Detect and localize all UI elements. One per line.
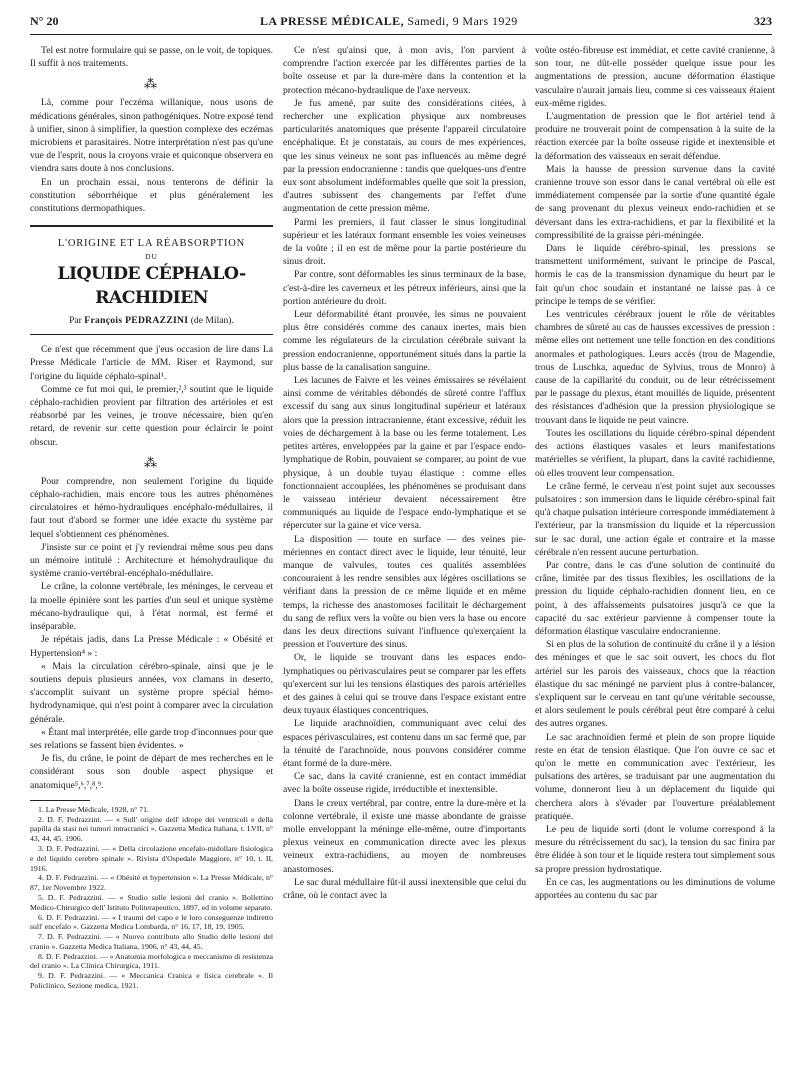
paragraph: « Mais la circulation cérébro-spinale, ainsi que je le soutiens depuis plusieurs années, vox clamans in deserto, s'accomplit suivant un système propre spécial hémo-hydrodynamique, qui n'est point à comparer avec la circulation générale. — [30, 660, 273, 725]
paragraph: Je fis, du crâne, le point de départ de mes recherches en le considérant sous son double aspect physique et anatomique⁵,⁶,⁷,⁸,⁹. — [30, 753, 273, 791]
paragraph: La disposition — toute en surface — des veines pie-mériennes en contact direct avec le liquide, leur ténuité, leur manque de valvules, toutes ces qualités assemblées concouraient à les rendre sensibles aux légères oscillations se vérifiant dans la pression de ce même liquide et en même temps, la richesse des anastomoses facilitait le déchargement du sang de reflux vers la voûte ou bien vers la base ou encore dans les deux directions suivant l'influence qu'exerçaient la pression et l'ouverture des sinus. — [283, 533, 526, 651]
paragraph: J'insiste sur ce point et j'y reviendrai même sous peu dans un mémoire intitulé : Architecture et hémohydraulique du système cranio-vertébral-encéphalo-médullaire. — [30, 541, 273, 580]
running-header — [30, 14, 772, 30]
paragraph: Par contre, sont déformables les sinus terminaux de la base, c'est-à-dire les caverneux et les pétreux inférieurs, ainsi que la portion antérieure du droit. — [283, 269, 526, 307]
article-du: DU — [145, 252, 158, 262]
journal-title — [260, 14, 518, 29]
footnote: 4. D. F. Pedrazzini. — « Obésité et hypertension ». La Presse Médicale, n° 87, 1er Novembre 1922. — [30, 873, 273, 893]
paragraph: Dans le creux vertébral, par contre, entre la dure-mère et la colonne vertébrale, il existe une masse abondante de graisse molle enveloppant la méninge elle-même, outre d'importants plexus veineux en communication directe avec les plexus veineux extra-rachidiens, au moyen de nombreuses anastomoses. — [283, 797, 526, 875]
issue-date: Samedi, 9 Mars 1929 — [407, 14, 518, 28]
paragraph: « Étant mal interprétée, elle garde trop d'inconnues pour que ses relations se fassent bien évidentes. » — [30, 726, 273, 751]
footnote: 3. D. F. Pedrazzini. — « Della circolazione encefalo-midollare fisiologica e del liquido cerebro spinale ». Rivista d'Ospedale Maggiore, n° 10, t. II, 1916. — [30, 843, 273, 873]
paragraph: L'augmentation de pression que le flot artériel tend à produire ne trouverait point de compensation à la suite de la réaction exercée par la boîte osseuse rigide et inextensible et la déformation des vaisseaux en serait défendue. — [535, 111, 775, 162]
byline-prefix: Par — [69, 315, 82, 327]
paragraph: En un prochain essai, nous tenterons de définir la constitution séborrhéique et plus généralement les constitutions dermopathiques. — [30, 176, 273, 215]
paragraph: Dans le liquide cérébro-spinal, les pressions se transmettent uniformément, suivant le principe de Pascal, hormis le cas de la transmission dynamique du heurt par le fait qu'un choc soudain et instantané ne laisse pas à ce principe le temps de se vérifier. — [535, 243, 775, 307]
paragraph: voûte ostéo-fibreuse est immédiat, et cette cavité cranienne, à son tour, ne dût-elle posséder quelque issue pour les augmentations de pression, aucune déformation élastique vasculaire n'aurait jamais lieu, comme si ces vaisseaux étaient eux-même rigides. — [535, 45, 775, 109]
footnote: 1. La Presse Médicale, 1928, n° 71. — [38, 804, 149, 814]
footnote-rule — [30, 800, 90, 801]
footnote: 7. D. F. Pedrazzini. — « Nuovo contributo allo Studio delle lesioni del cranio ». Gazzetta Medica Italiana, 1906, n° 43, 44, 45. — [30, 932, 273, 951]
paragraph: En ce cas, les augmentations ou les diminutions de volume apportées au contenu du sac par — [535, 876, 775, 901]
paragraph: Le crâne fermé, le cerveau n'est point sujet aux secousses pulsatoires : son immersion dans le liquide cérébro-spinal fait qu'à chaque pulsation intérieure corresponde immédiatement à l'extérieur, par la transmission du liquide et la répercussion sur le sac dural, une action égale et contraire et la masse cérébrale n'en ressent aucune perturbation. — [535, 480, 775, 558]
article-title: LIQUIDE CÉPHALO-RACHIDIEN — [57, 264, 246, 309]
page-number: 323 — [754, 14, 772, 28]
footnote: 6. D. F. Pedrazzini. — « I traumi del capo e le loro conseguenze indiretto sull' encefalo ». Gazzetta Medica Lombarda, n° 16, 17, 18, 19, 1905. — [30, 912, 273, 932]
article-title-block — [30, 225, 273, 335]
paragraph: Les lacunes de Faivre et les veines émissaires se révélaient ainsi comme de véritables débondés de sûreté contre l'afflux excessif du sang aux sinus longitudinal supérieur et latéraux alors que la pression intracranienne, étant excessive, réduit les voies de déchargement à la base ou les ferme totalement. Les petites artères, enveloppées par la gaine et par l'espace endo-lymphatique de Robin, pouvaient se comparer, au point de vue physique, à un double tuyau élastique : comme elles fonctionnaient accouplées, les phénomènes se produisant dans le vaisseau intérieur devaient nécessairement être communiqués au liquide de l'espace endo-lymphatique et se répercuter sur la gaine et vice versa. — [283, 375, 526, 532]
footnotes — [30, 805, 273, 991]
column-2 — [283, 44, 526, 1074]
footnote: 8. D. F. Pedrazzini. — « Anatomia morfologica e meccanismo di resistenza del cranio ». La Clinica Chirurgica, 1911. — [30, 951, 273, 971]
paragraph: Ce n'est qu'ainsi que, à mon avis, l'on parvient à comprendre l'action exercée par les différentes parties de la boîte osseuse et par la dure-mère dans la contention et la protection mécano-hydraulique de l'axe nerveux. — [283, 45, 526, 96]
paragraph: Tel est notre formulaire qui se passe, on le voit, de topiques. Il suffit à nos traitements. — [30, 45, 273, 70]
journal-name: LA PRESSE MÉDICALE, — [260, 14, 404, 28]
paragraph: Ce n'est que récemment que j'eus occasion de lire dans La Presse Médicale l'article de MM. Riser et Raymond, sur l'origine du liquide céphalo-spinal¹. — [30, 344, 273, 382]
footnote: 5. D. F. Pedrazzini. — « Studio sulle lesioni del cranio ». Bollettino Medico-Chirurgico dell' Istituto Politerapeutico, 1897, ed in volume separato. — [30, 892, 273, 912]
paragraph: Or, le liquide se trouvant dans les espaces endo-lymphatiques ou périvasculaires peut se comparer par les effets qu'exercent sur lui les tensions élastiques des parois artérielles et des gaines à celui qui se trouve dans l'espace existant entre deux tuyaux élastiques concentriques. — [283, 652, 526, 717]
paragraph: Je répétais jadis, dans La Presse Médicale : « Obésité et Hypertension⁴ » : — [30, 634, 273, 659]
byline-author: François PEDRAZZINI — [84, 315, 189, 327]
paragraph: Si en plus de la solution de continuité du crâne il y a lésion des méninges et que le sac soit ouvert, les chocs du flot artériel sur les parois des vaisseaux, chocs que la réaction élastique du sac méningé ne parvient plus à contre-balancer, s'expliquent sur le cerveau en tant qu'une véritable secousse, et alors seulement le pouls cérébral peut être comparé à celui des autres organes. — [535, 639, 775, 730]
paragraph: Ce sac, dans la cavité cranienne, est en contact immédiat avec la boîte osseuse rigide, irréductible et inextensible. — [283, 771, 526, 796]
paragraph: Pour comprendre, non seulement l'origine du liquide céphalo-rachidien, mais encore tous les autres phénomènes circulatoires et hémo-hydrauliques encéphalo-médullaires, il faut tout d'abord se former une idée exacte du système par lequel s'obtiennent ces phénomènes. — [30, 475, 273, 540]
paragraph: Là, comme pour l'eczéma willanique, nous usons de médications générales, sinon pathogéniques. Notre exposé tend à unifier, sinon à simplifier, la question complexe des eczémas microbiens et parasitaires. Notre interprétation n'est pas qu'une vue de l'esprit, nous la croyons vraie et quiconque observera en viendra sans doute à nos conclusions. — [30, 97, 273, 175]
byline — [30, 314, 273, 328]
paragraph: Leur déformabilité étant prouvée, les sinus ne pouvaient plus être considérés comme des canaux inertes, mais bien comme les régulateurs de la circulation cérébrale suivant la pression endocranienne, opportunément situés dans la partie la plus basse de la canalisation sanguine. — [283, 309, 526, 373]
issue-number: N° 20 — [30, 14, 59, 28]
article-kicker: L'ORIGINE ET LA RÉABSORPTION — [57, 238, 246, 250]
section-stars: ⁂ — [144, 454, 159, 470]
paragraph: Le sac dural médullaire fût-il aussi inextensible que celui du crâne, où le contact avec la — [283, 876, 526, 901]
paragraph: Toutes les oscillations du liquide cérébro-spinal dépendent des actions élastiques vasales et leurs manifestations matérielles se vérifient, la plupart, dans la cavité rachidienne, où elles trouvent leur compensation. — [535, 427, 775, 479]
paragraph: Le liquide arachnoïdien, communiquant avec celui des espaces périvasculaires, est contenu dans un sac fermé que, par la ténuité de l'arachnoïde, nous pouvons considérer comme étant formé de la dure-mère. — [283, 718, 526, 769]
paragraph: Le crâne, la colonne vertébrale, les méninges, le cerveau et la moelle épinière sont les parties d'un seul et unique système mécano-hydraulique qui, à l'état normal, est fermé et inséparable. — [30, 581, 273, 633]
paragraph: Le sac arachnoïdien fermé et plein de son propre liquide reste en état de tension élastique. Que l'on ouvre ce sac et qu'on le mette en communication avec l'extérieur, les pulsations des artères, se traduisant par une augmentation du volume, donneront lieu à un déplacement du liquide qui cherchera alors à s'évader par l'ouverture préalablement pratiquée. — [535, 731, 775, 822]
column-3 — [535, 44, 775, 1074]
section-stars: ⁂ — [144, 76, 159, 92]
footnote: 9. D. F. Pedrazzini. — « Meccanica Cranica e fisica cerebrale ». Il Policlinico, Sezione medica, 1921. — [30, 971, 273, 991]
paragraph: Les ventricules cérébraux jouent le rôle de véritables chambres de sûreté au cas de hausses excessives de pression : même elles ont nettement une telle fonction en des conditions anormales et pathologiques. Leurs accès (trou de Magendie, trous de Luschka, aqueduc de Sylvius, trous de Monro) à cause de la capillarité du conduit, ou de leur rétrécissement par le passage du plexus, étant mouillés de liquide, présentent des résistances d'adhésion que la pression physiologique se trouvant dans le liquide ne peut vaincre. — [535, 309, 775, 426]
column-1 — [30, 44, 273, 1074]
paragraph: Comme ce fut moi qui, le premier,²,³ soutint que le liquide céphalo-rachidien provient par filtration des artérioles et est réabsorbé par les veines, je trouve nécessaire, bien qu'en retard, de revenir sur cette question pour éclaircir le point obscur. — [30, 383, 273, 448]
footnote: 2. D. F. Pedrazzini. — « Sull' origine dell' idrope dei ventricoli e della papilla da stasi nei tumori intracranici ». Gazzetta Medica Italiana, t. LVII, n° 43, 44, 45. 1906. — [30, 814, 273, 844]
byline-suffix: (de Milan). — [190, 315, 234, 327]
paragraph: Mais la hausse de pression survenue dans la cavité cranienne trouve son essor dans le canal vertébral où elle est immédiatement compensée par la sortie d'une quantité égale de sang provenant du plexus veineux endo-rachidien et se déversant dans les extra-rachidiens, et par la flexibilité et la compressibilité de la graisse péri-méningée. — [535, 163, 775, 241]
paragraph: Par contre, dans le cas d'une solution de continuité du crâne, limitée par des tissus flexibles, les oscillations de la pression du liquide céphalo-rachidien donnent lieu, en ce point, à des affaissements pulsatoires jusqu'à ce que la capacité du sac extérieur parvienne à compenser toute la déformation élastique vasculaire endocranienne. — [535, 559, 775, 637]
paragraph: Parmi les premiers, il faut classer le sinus longitudinal supérieur et les latéraux formant ensemble les voies veineuses de la voûte ; il en est de même pour la partie postérieure du sinus droit. — [283, 216, 526, 268]
paragraph: Je fus amené, par suite des considérations citées, à rechercher une explication physique aux nombreuses particularités anatomiques que présente l'appareil circulatoire encéphalique. Et je constatais, au cours de mes expériences, que les sinus veineux ne sont pas influencés au même degré par la pression endocranienne : tandis que quelques-uns d'entre eux sont absolument indéformables quelle que soit la pression, d'autres subissent des changements par l'effet d'une augmentation de cette pression même. — [283, 97, 526, 215]
paragraph: Le peu de liquide sorti (dont le volume correspond à la mesure du rétrécissement du sac), la tension du sac finira par être élidée à son tour et le liquide restera tout simplement sous sa propre pression hydrostatique. — [535, 823, 775, 875]
header-rule — [30, 34, 772, 35]
